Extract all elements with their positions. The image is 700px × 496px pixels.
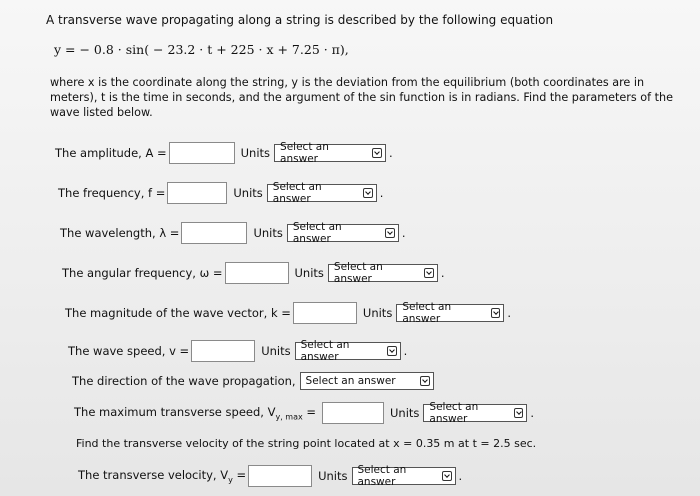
max-transverse-speed-units-select[interactable]: Select an answer [423,404,527,422]
max-transverse-speed-input[interactable] [322,402,384,424]
wave-vector-units-label: Units [362,306,393,320]
wave-speed-units-label: Units [261,344,291,358]
wavelength-row: The wavelength, λ = Units Select an answer . [60,221,406,245]
chevron-down-icon [372,148,382,158]
wave-vector-row: The magnitude of the wave vector, k = Units Select an answer . [65,301,511,325]
max-transverse-speed-label: The maximum transverse speed, $V_{y, max}$ = [74,404,317,422]
chevron-down-icon [442,471,451,481]
direction-label: The direction of the wave propagation, [72,374,296,388]
transverse-velocity-input[interactable] [248,465,312,487]
wave-vector-input[interactable] [293,302,357,324]
transverse-velocity-units-select[interactable]: Select an answer [352,467,456,485]
wave-speed-input[interactable] [191,340,255,362]
frequency-input[interactable] [167,182,227,204]
wave-vector-units-select[interactable]: Select an answer [396,304,504,322]
transverse-velocity-instruction: Find the transverse velocity of the string point located at x = 0.35 m at t = 2.5 sec. [76,437,537,450]
angular-frequency-row: The angular frequency, ω = Units Select an answer . [62,261,445,285]
chevron-down-icon [420,376,430,386]
wave-equation: y = − 0.8 · sin( − 23.2 · t + 225 · x + 7.25 · π), [54,42,349,57]
problem-description: where x is the coordinate along the string, y is the deviation from the equilibrium (both coordinates are in meters), t is the time in seconds, and the argument of the sin function is in radians. Find the parameters of the wave listed below. [50,76,673,119]
amplitude-units-select[interactable]: Select an answer [274,144,386,162]
angular-frequency-units-label: Units [294,266,324,280]
amplitude-input[interactable] [169,142,235,164]
chevron-down-icon [491,308,501,318]
frequency-units-label: Units [233,186,263,200]
chevron-down-icon [387,346,396,356]
amplitude-row: The amplitude, A = Units Select an answer . [55,141,393,165]
wavelength-units-select[interactable]: Select an answer [287,224,399,242]
max-transverse-speed-row: The maximum transverse speed, $V_{y, max}$ = Units Select an answer . [74,401,535,425]
wave-speed-units-select[interactable]: Select an answer [295,342,401,360]
wave-speed-label: The wave speed, v = [68,344,190,358]
direction-select[interactable]: Select an answer [300,372,434,390]
wavelength-label: The wavelength, λ = [60,226,180,240]
wavelength-units-label: Units [253,226,283,240]
angular-frequency-label: The angular frequency, ω = [62,266,223,280]
transverse-velocity-units-label: Units [318,469,348,483]
transverse-velocity-row: The transverse velocity, $V_y$ = Units Select an answer . [78,464,463,488]
chevron-down-icon [514,408,523,418]
chevron-down-icon [363,188,373,198]
wave-speed-row: The wave speed, v = Units Select an answer . [68,339,408,363]
frequency-units-select[interactable]: Select an answer [267,184,377,202]
angular-frequency-units-select[interactable]: Select an answer [328,264,438,282]
frequency-label: The frequency, f = [58,186,166,200]
frequency-row: The frequency, f = Units Select an answer . [58,181,384,205]
transverse-velocity-label: The transverse velocity, $V_y$ = [78,467,247,485]
wave-vector-label: The magnitude of the wave vector, k = [65,306,291,320]
direction-row [72,368,434,394]
wavelength-input[interactable] [181,222,247,244]
amplitude-units-label: Units [240,146,271,160]
max-transverse-speed-units-label: Units [390,406,420,420]
amplitude-label: The amplitude, A = [55,146,167,160]
problem-intro: A transverse wave propagating along a string is described by the following equation [46,13,554,27]
angular-frequency-input[interactable] [225,262,289,284]
chevron-down-icon [424,268,434,278]
chevron-down-icon [385,228,395,238]
